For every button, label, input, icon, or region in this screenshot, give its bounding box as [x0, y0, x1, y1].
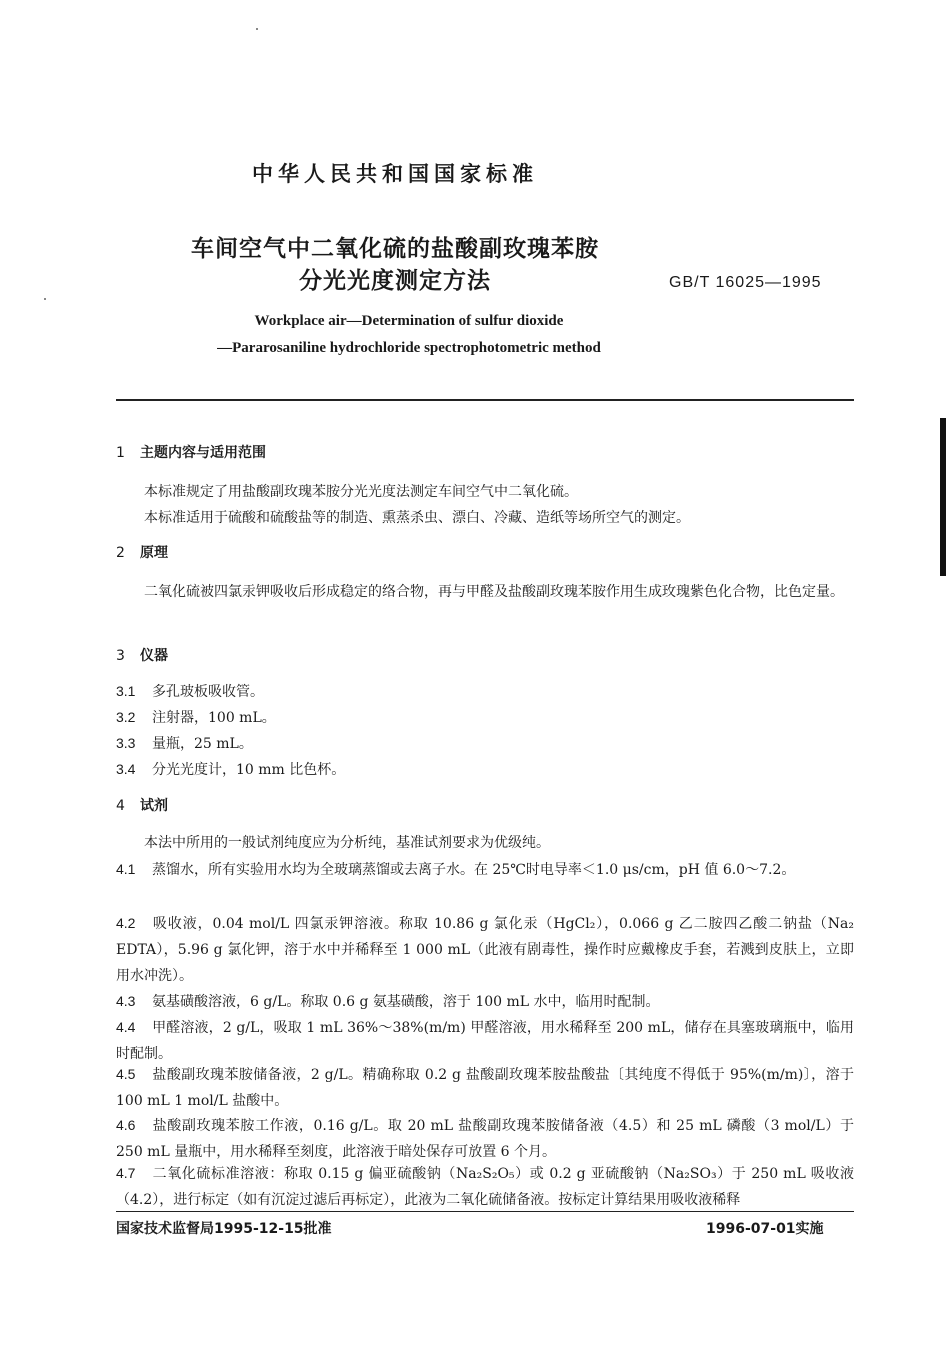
section-title: 原理: [140, 545, 168, 561]
paragraph: 本标准适用于硫酸和硫酸盐等的制造、熏蒸杀虫、漂白、冷藏、造纸等场所空气的测定。: [144, 510, 690, 526]
item-text: 吸收液，0.04 mol/L 四氯汞钾溶液。称取 10.86 g 氯化汞（HgCl₂），0.066 g 乙二胺四乙酸二钠盐（Na₂ EDTA），5.96 g 氯化钾，溶于水中并稀释至 1 000 mL（此液有剧毒性，操作时应戴橡皮手套，若溅到皮肤上，立即用水冲洗）。: [116, 916, 854, 984]
standard-name: 中华人民共和国国家标准: [252, 162, 538, 186]
item-text: 分光光度计，10 mm 比色杯。: [152, 762, 346, 778]
list-item: [116, 730, 854, 757]
list-item: [116, 988, 854, 1015]
section-title: 仪器: [140, 648, 168, 664]
title-en-line2: —Pararosaniline hydrochloride spectrophotometric method: [217, 340, 601, 356]
section-heading-2: [116, 542, 168, 562]
header-rule: [116, 399, 854, 401]
footer-rule: [116, 1211, 854, 1212]
list-item: [116, 1160, 854, 1213]
list-item: [116, 704, 854, 731]
title-cn-line2: 分光光度测定方法: [299, 268, 491, 294]
section-number: 4: [116, 798, 125, 814]
scan-binding-mark: [940, 418, 946, 576]
section-heading-3: [116, 645, 168, 665]
paragraph: 二氧化硫被四氯汞钾吸收后形成稳定的络合物，再与甲醛及盐酸副玫瑰苯胺作用生成玫瑰紫色化合物，比色定量。: [144, 584, 844, 600]
item-number: 4.1: [116, 861, 136, 877]
title-cn-line1: 车间空气中二氧化硫的盐酸副玫瑰苯胺: [191, 236, 599, 262]
section-number: 2: [116, 545, 125, 561]
item-text: 注射器，100 mL。: [152, 710, 276, 726]
list-item: [116, 1014, 854, 1067]
item-text: 蒸馏水，所有实验用水均为全玻璃蒸馏或去离子水。在 25℃时电导率＜1.0 μs/cm，pH 值 6.0～7.2。: [152, 862, 796, 878]
item-number: 4.2: [116, 915, 136, 931]
item-number: 4.7: [116, 1165, 136, 1181]
item-text: 量瓶，25 mL。: [152, 736, 253, 752]
item-number: 4.6: [116, 1117, 136, 1133]
item-number: 3.3: [116, 735, 136, 751]
section-number: 1: [116, 445, 125, 461]
item-number: 4.3: [116, 993, 136, 1009]
list-item: [116, 678, 854, 705]
item-text: 氨基磺酸溶液，6 g/L。称取 0.6 g 氨基磺酸，溶于 100 mL 水中，临用时配制。: [152, 994, 660, 1010]
section-heading-4: [116, 795, 168, 815]
item-number: 4.5: [116, 1066, 136, 1082]
section-title: 试剂: [140, 798, 168, 814]
scan-speck: [44, 298, 46, 300]
title-en-line1: Workplace air—Determination of sulfur dioxide: [254, 313, 564, 329]
paragraph: 本法中所用的一般试剂纯度应为分析纯，基准试剂要求为优级纯。: [144, 835, 550, 851]
item-text: 盐酸副玫瑰苯胺工作液，0.16 g/L。取 20 mL 盐酸副玫瑰苯胺储备液（4.5）和 25 mL 磷酸（3 mol/L）于 250 mL 量瓶中，用水稀释至刻度，此溶液于暗处保存可放置 6 个月。: [116, 1118, 854, 1160]
section-heading-1: [116, 442, 266, 462]
scan-speck: [256, 28, 258, 30]
item-number: 3.1: [116, 683, 136, 699]
item-text: 盐酸副玫瑰苯胺储备液，2 g/L。精确称取 0.2 g 盐酸副玫瑰苯胺盐酸盐〔其纯度不得低于 95%(m/m)〕，溶于 100 mL 1 mol/L 盐酸中。: [116, 1067, 854, 1109]
implementation-date: 1996-07-01实施: [706, 1221, 824, 1237]
item-number: 4.4: [116, 1019, 136, 1035]
list-item: [116, 856, 854, 883]
section-number: 3: [116, 648, 125, 664]
item-number: 3.4: [116, 761, 136, 777]
approval-date: 国家技术监督局1995-12-15批准: [116, 1221, 332, 1237]
list-item: [116, 910, 854, 989]
item-text: 甲醛溶液，2 g/L，吸取 1 mL 36%～38%(m/m) 甲醛溶液，用水稀释至 200 mL，储存在具塞玻璃瓶中，临用时配制。: [116, 1020, 854, 1062]
standard-code: GB/T 16025—1995: [669, 274, 822, 291]
list-item: [116, 756, 854, 783]
list-item: [116, 1112, 854, 1165]
item-number: 3.2: [116, 709, 136, 725]
paragraph: 本标准规定了用盐酸副玫瑰苯胺分光光度法测定车间空气中二氧化硫。: [144, 484, 578, 500]
list-item: [116, 1061, 854, 1114]
item-text: 多孔玻板吸收管。: [152, 684, 264, 700]
item-text: 二氧化硫标准溶液：称取 0.15 g 偏亚硫酸钠（Na₂S₂O₅）或 0.2 g 亚硫酸钠（Na₂SO₃）于 250 mL 吸收液（4.2），进行标定（如有沉淀过滤后再标定），此液为二氧化硫储备液。按标定计算结果用吸收液稀释: [116, 1166, 854, 1208]
section-title: 主题内容与适用范围: [140, 445, 266, 461]
